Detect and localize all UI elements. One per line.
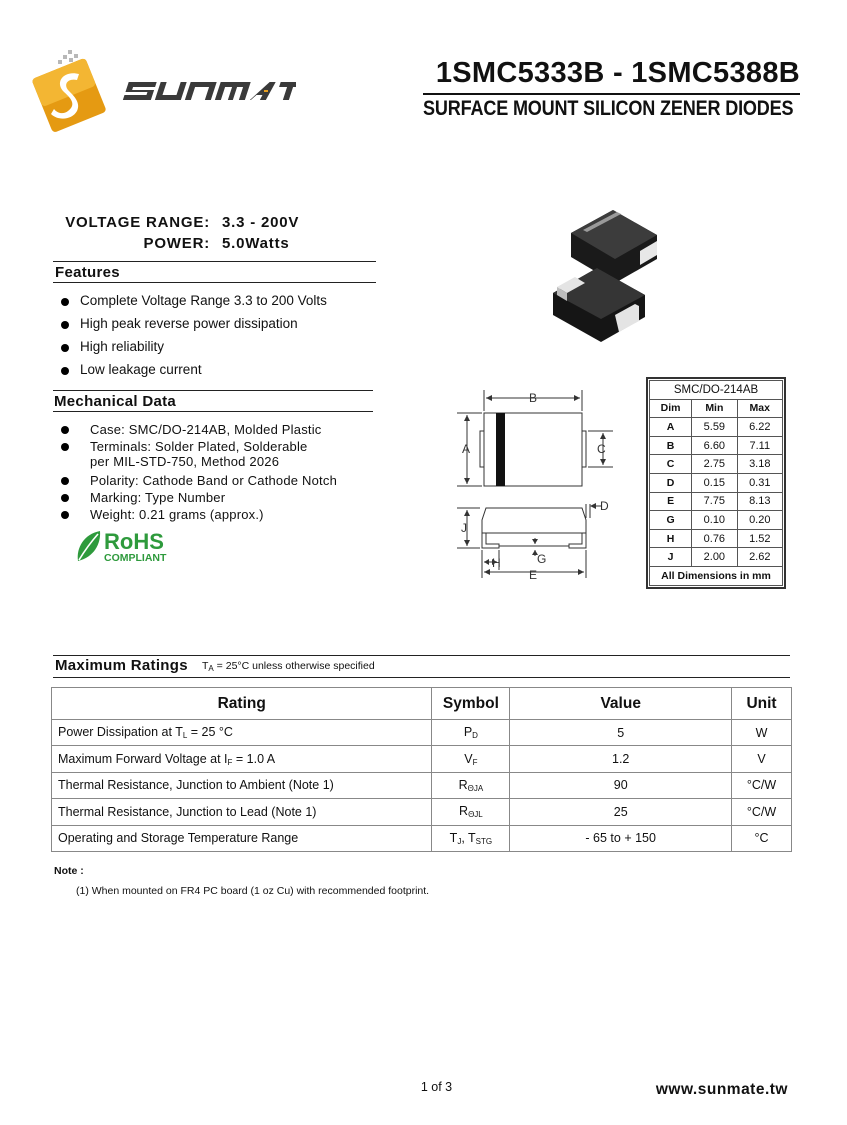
features-title: Features <box>55 264 120 281</box>
column-header-rating: Rating <box>52 688 432 720</box>
rohs-text: RoHS <box>104 529 164 554</box>
mechanical-rule-top <box>53 390 373 391</box>
table-row: A 5.59 6.22 <box>650 418 783 437</box>
mechanical-title: Mechanical Data <box>54 393 177 410</box>
table-row: D 0.15 0.31 <box>650 473 783 492</box>
terminals-continuation: per MIL-STD-750, Method 2026 <box>90 454 280 469</box>
part-number-range: 1SMC5333B - 1SMC5388B <box>435 57 800 89</box>
table-row: G 0.10 0.20 <box>650 511 783 530</box>
sunmate-logo-mark <box>30 48 110 133</box>
table-row: Thermal Resistance, Junction to Ambient (Note 1) $R_{\Theta JA}$ 90 °C/W <box>52 772 792 798</box>
ratings-rule-bottom <box>53 677 790 678</box>
dim-label-b: B <box>529 391 538 405</box>
max-ratings-table <box>51 687 792 852</box>
column-header-value: Value <box>510 688 732 720</box>
column-header: Max <box>737 399 782 418</box>
note-item: (1) When mounted on FR4 PC board (1 oz Cu) with recommended footprint. <box>76 885 430 897</box>
list-item: Polarity: Cathode Band or Cathode Notch <box>53 473 337 490</box>
note-label: Note : <box>54 865 84 877</box>
dim-label-g: G <box>537 552 547 566</box>
rohs-compliant-badge <box>74 528 176 564</box>
list-item: Terminals: Solder Plated, Solderable per MIL-STD-750, Method 2026 <box>53 439 337 473</box>
table-row: Thermal Resistance, Junction to Lead (Note 1) $R_{\Theta JL}$ 25 °C/W <box>52 799 792 825</box>
table-row: J 2.00 2.62 <box>650 548 783 567</box>
table-row: H 0.76 1.52 <box>650 529 783 548</box>
max-ratings-title: Maximum Ratings <box>55 657 188 674</box>
mechanical-list <box>53 422 337 524</box>
table-row: Power Dissipation at $T_L = 25$ °C $P_D$ 5 W <box>52 720 792 746</box>
website-url: www.sunmate.tw <box>655 1081 788 1098</box>
list-item: Marking: Type Number <box>53 490 337 507</box>
document-subtitle: SURFACE MOUNT SILICON ZENER DIODES <box>423 97 794 120</box>
table-row: C 2.75 3.18 <box>650 455 783 474</box>
column-header: Dim <box>650 399 692 418</box>
list-item: Case: SMC/DO-214AB, Molded Plastic <box>53 422 337 439</box>
mechanical-rule-bottom <box>53 411 373 412</box>
dim-label-c: C <box>597 442 606 456</box>
list-item: Low leakage current <box>53 362 327 385</box>
power-label: POWER: <box>143 235 210 252</box>
voltage-range-label: VOLTAGE RANGE: <box>65 214 210 231</box>
column-header-symbol: Symbol <box>432 688 510 720</box>
dim-label-a: A <box>462 442 471 456</box>
column-header-unit: Unit <box>732 688 792 720</box>
list-item: Complete Voltage Range 3.3 to 200 Volts <box>53 293 327 316</box>
dim-label-h: H <box>492 556 501 570</box>
list-item: Weight: 0.21 grams (approx.) <box>53 507 337 524</box>
dimension-table-caption: SMC/DO-214AB <box>650 381 783 400</box>
features-list <box>53 293 327 385</box>
features-rule-top <box>53 261 376 262</box>
page-number: 1 of 3 <box>420 1080 453 1094</box>
list-item: High reliability <box>53 339 327 362</box>
max-ratings-condition: $T_A = 25^\circ C$ unless otherwise specified <box>202 660 375 673</box>
dimension-table <box>646 377 786 589</box>
column-header: Min <box>692 399 737 418</box>
table-row: B 6.60 7.11 <box>650 436 783 455</box>
dimension-table-footer: All Dimensions in mm <box>650 566 783 585</box>
package-photo <box>545 205 660 345</box>
ratings-rule-top <box>53 655 790 656</box>
dim-label-e: E <box>529 568 538 582</box>
dim-label-j: J <box>461 521 467 535</box>
features-rule-bottom <box>53 282 376 283</box>
dim-label-d: D <box>600 499 609 513</box>
rohs-compliant-text: COMPLIANT <box>104 552 167 564</box>
table-row: E 7.75 8.13 <box>650 492 783 511</box>
voltage-range-value: 3.3 - 200V <box>222 214 300 231</box>
table-row: Operating and Storage Temperature Range $T_J$, $T_{STG}$ - 65 to + 150 °C <box>52 825 792 851</box>
power-value: 5.0Watts <box>222 235 290 252</box>
table-row: Maximum Forward Voltage at $I_F = 1.0$ A $V_F$ 1.2 V <box>52 746 792 772</box>
title-underline <box>423 93 800 95</box>
sunmate-logo-wordmark <box>118 78 296 104</box>
list-item: High peak reverse power dissipation <box>53 316 327 339</box>
